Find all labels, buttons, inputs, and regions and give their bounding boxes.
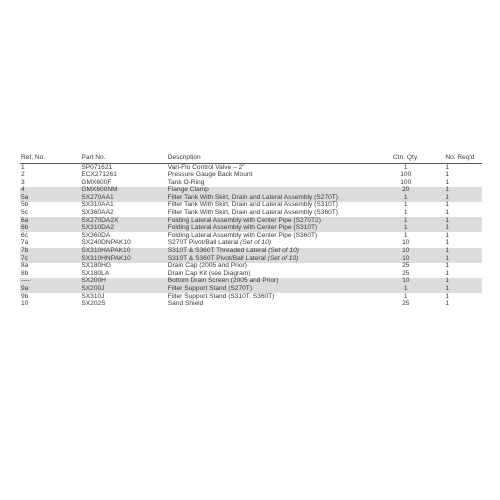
cell-part-no: SX310J xyxy=(81,292,105,300)
cell-part-no: SX310DA2 xyxy=(81,225,167,233)
cell-ctn-qty: 1 xyxy=(403,292,408,300)
cell-part-no: SX240DNPAK10 xyxy=(81,239,131,247)
cell-ref-no: 6b xyxy=(20,225,81,233)
cell-ref-no: 4 xyxy=(20,187,81,195)
cell-ctn-qty: 1 xyxy=(403,201,408,209)
cell-no-reqd: 1 xyxy=(445,262,449,270)
cell-no-reqd: 1 xyxy=(439,194,482,202)
cell-ref-no: 8b xyxy=(21,269,29,277)
description-text: Folding Lateral Assembly with Center Pipe (S270T2) xyxy=(167,216,321,224)
cell-ctn-qty: 1 xyxy=(403,231,408,239)
cell-description xyxy=(168,301,372,309)
description-note: (Set of 10) xyxy=(267,254,299,262)
cell-part-no: SX310AA1 xyxy=(81,201,114,209)
description-text: Folding Lateral Assembly with Center Pipe (S310T) xyxy=(167,224,318,232)
cell-part-no: GMX600NM xyxy=(81,187,167,195)
cell-ref-no: 5a xyxy=(20,194,81,202)
description-text: S310T & S360T Pivot/Ball Lateral xyxy=(167,254,268,262)
cell-ref-no: 7a xyxy=(21,239,29,247)
description-text: Sand Shield xyxy=(167,300,204,308)
cell-ctn-qty: 25 xyxy=(402,269,410,277)
cell-ref-no: 1 xyxy=(21,163,25,171)
cell-no-reqd: 1 xyxy=(445,231,449,239)
cell-ref-no: 7c xyxy=(20,255,81,263)
cell-ctn-qty: 10 xyxy=(372,248,439,256)
cell-ref-no: 9b xyxy=(21,292,29,300)
cell-ctn-qty: 10 xyxy=(372,278,439,286)
description-text: Filter Tank With Skirt, Drain and Lateral Assembly (S270T) xyxy=(167,193,338,201)
cell-ctn-qty: 25 xyxy=(402,300,410,308)
cell-no-reqd: 1 xyxy=(445,201,449,209)
description-note: (Set of 10) xyxy=(240,239,271,247)
cell-ref-no: 5c xyxy=(21,209,28,217)
cell-no-reqd: 1 xyxy=(439,217,482,225)
cell-part-no: ECX271261 xyxy=(81,171,117,179)
description-text: Vari-Flo Control Valve – 2" xyxy=(167,163,245,171)
cell-ctn-qty: 1 xyxy=(403,163,408,171)
cell-part-no: SX200H xyxy=(81,278,167,286)
cell-part-no: SX202S xyxy=(81,300,106,308)
cell-ctn-qty: 1 xyxy=(372,217,439,225)
cell-part-no: SP071621 xyxy=(81,163,113,171)
cell-ctn-qty: 100 xyxy=(400,171,412,179)
cell-ref-no: 6c xyxy=(21,231,28,239)
cell-no-reqd: 1 xyxy=(445,163,449,171)
cell-no-reqd: 1 xyxy=(439,187,482,195)
cell-part-no: SX360DA xyxy=(81,231,111,239)
cell-part-no: SX310HAPAK10 xyxy=(81,248,167,256)
cell-ctn-qty: 1 xyxy=(372,225,439,233)
cell-no-reqd: 1 xyxy=(445,292,449,300)
header-ctn-qty: Ctn. Qty. xyxy=(372,155,439,164)
cell-no-reqd: 1 xyxy=(439,286,482,294)
cell-ref-no: 3 xyxy=(21,178,25,186)
cell-ctn-qty: 1 xyxy=(403,209,408,217)
cell-part-no: GMX600F xyxy=(81,178,112,186)
cell-ctn-qty: 25 xyxy=(402,262,410,270)
header-ref-no: Ref. No. xyxy=(20,155,81,164)
cell-no-reqd: 1 xyxy=(445,171,449,179)
cell-no-reqd: 1 xyxy=(445,300,449,308)
cell-ref-no: 8a xyxy=(21,262,29,270)
cell-ref-no: 5b xyxy=(21,201,29,209)
header-description: Description xyxy=(168,155,372,164)
cell-no-reqd: 1 xyxy=(445,239,449,247)
description-text: Folding Lateral Assembly with Center Pipe (S360T) xyxy=(167,231,318,239)
parts-table-body xyxy=(20,164,482,309)
cell-ctn-qty: 10 xyxy=(402,239,410,247)
cell-ref-no: 2 xyxy=(21,171,25,179)
cell-part-no: SX200J xyxy=(81,286,167,294)
table-row xyxy=(20,301,482,309)
description-text: Flange Clamp xyxy=(167,186,209,194)
parts-table xyxy=(20,155,482,308)
table-header-row xyxy=(20,155,482,164)
header-no-reqd: No. Req'd xyxy=(439,155,482,164)
description-text: Pressure Gauge Back Mount xyxy=(167,171,253,179)
cell-ctn-qty: 10 xyxy=(372,255,439,263)
cell-part-no: SX270AA1 xyxy=(81,194,167,202)
description-text: Filter Tank With Skirt, Drain and Lateral Assembly (S360T) xyxy=(167,209,338,217)
cell-no-reqd: 1 xyxy=(439,255,482,263)
cell-ref-no: 9a xyxy=(20,286,81,294)
cell-ref-no: 6a xyxy=(20,217,81,225)
description-text: Drain Cap (2005 and Prior) xyxy=(167,262,247,270)
cell-no-reqd: 1 xyxy=(439,278,482,286)
description-text: Filter Support Stand (S310T, S360T) xyxy=(167,292,275,300)
cell-part-no: SX180LA xyxy=(81,269,110,277)
cell-no-reqd: 1 xyxy=(445,178,449,186)
cell-no-reqd: 1 xyxy=(439,225,482,233)
cell-ctn-qty: 100 xyxy=(400,178,412,186)
cell-ref-no: ---- xyxy=(20,278,81,286)
cell-part-no: SX360AA2 xyxy=(81,209,114,217)
cell-ctn-qty: 1 xyxy=(372,194,439,202)
cell-ref-no: 10 xyxy=(21,300,29,308)
description-text: Filter Tank With Skirt, Drain and Lateral Assembly (S310T) xyxy=(167,201,338,209)
cell-ctn-qty: 20 xyxy=(372,187,439,195)
cell-ref-no: 7b xyxy=(20,248,81,256)
header-part-no: Part No. xyxy=(81,155,167,164)
cell-part-no: SX270DA2X xyxy=(81,217,167,225)
description-text: Bottom Drain Screen (2005 and Prior) xyxy=(167,277,279,285)
description-text: Drain Cap Kit (see Diagram) xyxy=(167,269,251,277)
cell-no-reqd: 1 xyxy=(445,269,449,277)
cell-part-no: SX310HNPAK10 xyxy=(81,255,167,263)
cell-no-reqd: 1 xyxy=(439,248,482,256)
description-text: S310T & S360T Threaded Lateral xyxy=(167,247,269,255)
description-text: Tank O-Ring xyxy=(167,178,205,186)
description-text: S270T Pivot/Ball Lateral xyxy=(167,239,241,247)
cell-no-reqd: 1 xyxy=(445,209,449,217)
cell-ctn-qty: 1 xyxy=(372,286,439,294)
cell-part-no: SX180HG xyxy=(81,262,112,270)
description-text: Filter Support Stand (S270T) xyxy=(167,285,253,292)
description-note: (Set of 10) xyxy=(268,247,299,255)
